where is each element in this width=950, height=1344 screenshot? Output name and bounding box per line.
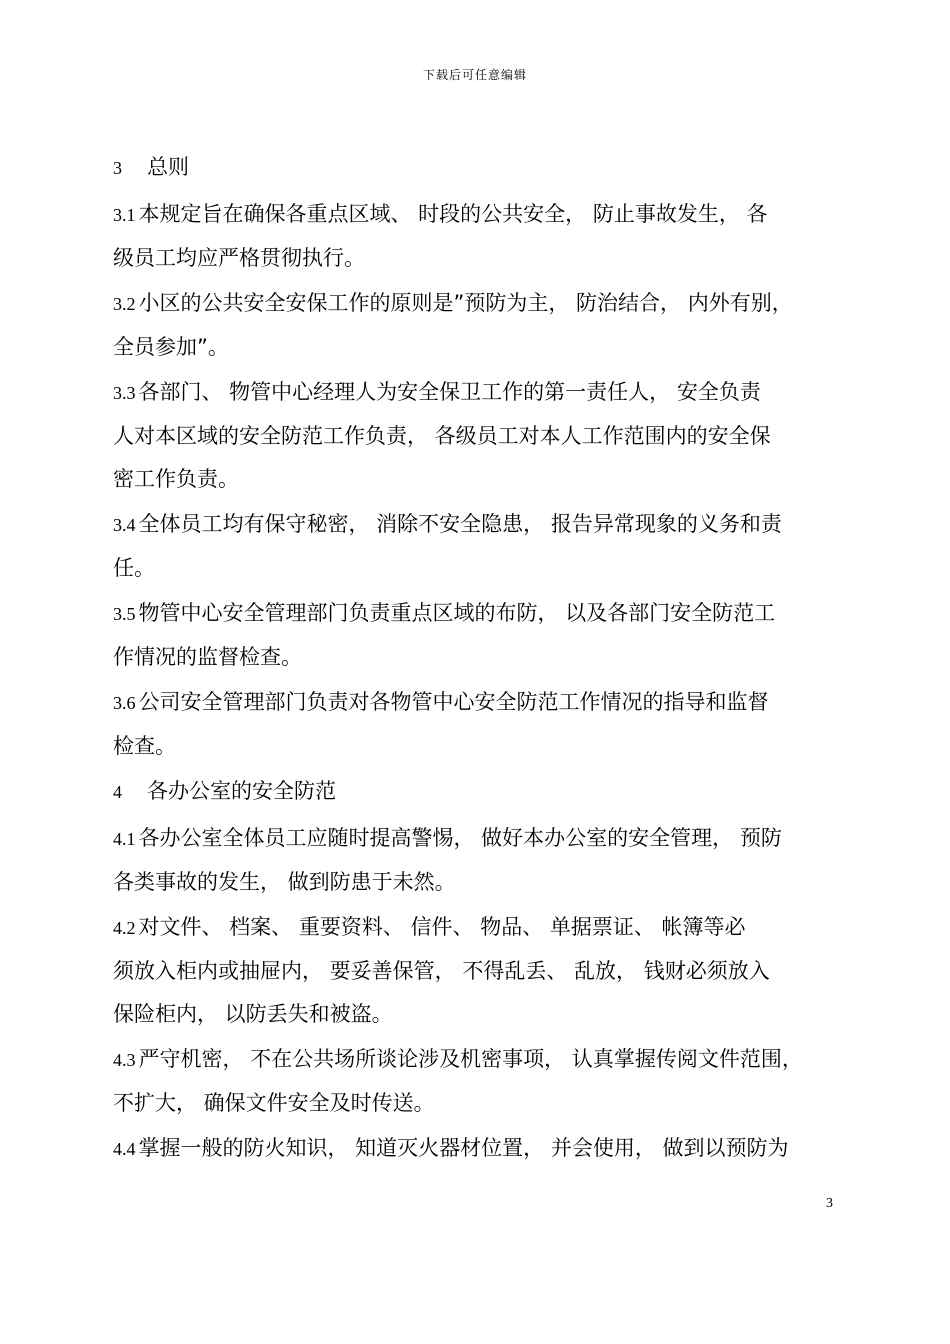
paragraph-line: 3.2 小区的公共安全安保工作的原则是”预防为主， 防治结合， 内外有别， xyxy=(113,291,793,315)
paragraph-line: 4.4 掌握一般的防火知识， 知道灭火器材位置， 并会使用， 做到以预防为 xyxy=(113,1136,789,1160)
paragraph xyxy=(113,503,853,590)
paragraph-line: 3.3 各部门、 物管中心经理人为安全保卫工作的第一责任人， 安全负责 xyxy=(113,380,761,404)
page-number: 3 xyxy=(826,1196,833,1211)
paragraph-line: 3.6 公司安全管理部门负责对各物管中心安全防范工作情况的指导和监督 xyxy=(113,690,769,714)
clause-number: 3.3 xyxy=(113,383,136,403)
paragraph-line: 级员工均应严格贯彻执行。 xyxy=(113,246,365,270)
clause-number: 3.2 xyxy=(113,294,136,314)
clause-number: 4.4 xyxy=(113,1139,136,1159)
paragraph-line: 任。 xyxy=(113,556,155,580)
paragraph xyxy=(113,906,853,1036)
paragraph-line: 各类事故的发生， 做到防患于未然。 xyxy=(113,870,456,894)
paragraph xyxy=(113,193,853,280)
paragraph-line: 4.1 各办公室全体员工应随时提高警惕， 做好本办公室的安全管理， 预防 xyxy=(113,826,782,850)
clause-number: 3.6 xyxy=(113,693,136,713)
page-header: 下载后可任意编辑 xyxy=(422,68,527,82)
section-number: 4 xyxy=(113,782,122,802)
paragraph-line: 保险柜内， 以防丢失和被盗。 xyxy=(113,1002,393,1026)
clause-number: 4.2 xyxy=(113,918,136,938)
section-heading xyxy=(113,770,853,813)
paragraph xyxy=(113,592,853,679)
paragraph-line: 3.4 全体员工均有保守秘密， 消除不安全隐患， 报告异常现象的义务和责 xyxy=(113,512,782,536)
paragraph xyxy=(113,817,853,904)
section-title: 总则 xyxy=(147,155,189,179)
paragraph xyxy=(113,371,853,501)
paragraph-line: 须放入柜内或抽屉内， 要妥善保管， 不得乱丢、 乱放， 钱财必须放入 xyxy=(113,959,770,983)
clause-number: 4.3 xyxy=(113,1050,136,1070)
paragraph-line: 密工作负责。 xyxy=(113,467,239,491)
paragraph xyxy=(113,1038,853,1125)
clause-number: 3.1 xyxy=(113,205,136,225)
paragraph-line: 人对本区域的安全防范工作负责， 各级员工对本人工作范围内的安全保 xyxy=(113,424,771,448)
section-number: 3 xyxy=(113,158,122,178)
paragraph-line: 作情况的监督检查。 xyxy=(113,645,302,669)
paragraph-line: 3.1 本规定旨在确保各重点区域、 时段的公共安全， 防止事故发生， 各 xyxy=(113,202,768,226)
paragraph xyxy=(113,1127,853,1171)
paragraph-line: 4.2 对文件、 档案、 重要资料、 信件、 物品、 单据票证、 帐簿等必 xyxy=(113,915,746,939)
clause-number: 3.4 xyxy=(113,515,136,535)
section-heading xyxy=(113,146,853,189)
paragraph-line: 检查。 xyxy=(113,734,176,758)
paragraph xyxy=(113,681,853,768)
paragraph-line: 不扩大， 确保文件安全及时传送。 xyxy=(113,1091,435,1115)
section-title: 各办公室的安全防范 xyxy=(147,779,336,803)
paragraph-line: 4.3 严守机密， 不在公共场所谈论涉及机密事项， 认真掌握传阅文件范围， xyxy=(113,1047,803,1071)
paragraph-line: 全员参加”。 xyxy=(113,335,229,359)
clause-number: 4.1 xyxy=(113,829,136,849)
document-body xyxy=(113,146,853,1173)
paragraph xyxy=(113,282,853,369)
clause-number: 3.5 xyxy=(113,604,136,624)
paragraph-line: 3.5 物管中心安全管理部门负责重点区域的布防， 以及各部门安全防范工 xyxy=(113,601,776,625)
